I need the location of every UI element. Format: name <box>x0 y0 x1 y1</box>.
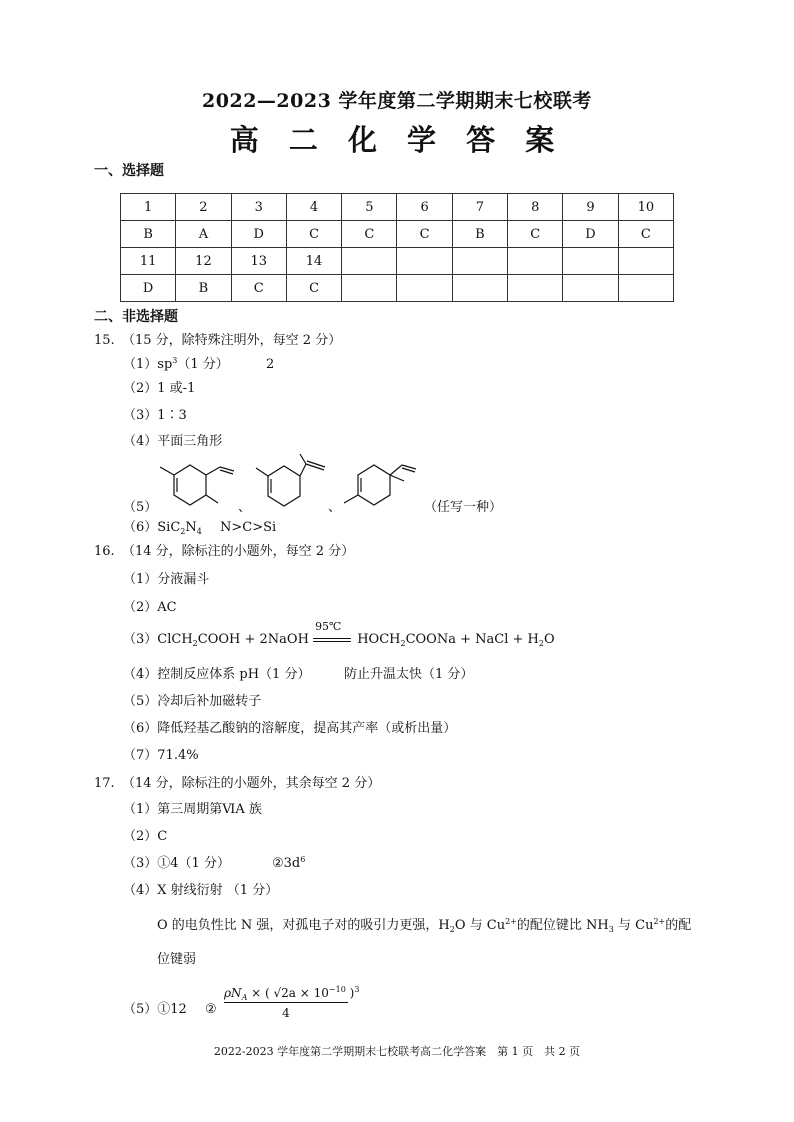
answer-cell <box>618 275 673 302</box>
q15-number: 15. <box>94 333 115 348</box>
question-number-cell: 2 <box>176 194 231 221</box>
page-footer: 2022-2023 学年度第二学期期末七校联考高二化学答案 第 1 页 共 2 页 <box>213 1045 581 1058</box>
molecule-structure-2 <box>250 452 334 516</box>
question-number-cell: 8 <box>508 194 563 221</box>
answer-table <box>120 193 674 302</box>
q17-explanation-line-1: O 的电负性比 N 强，对孤电子对的吸引力更强，$H_2O$ 与 $Cu^{2+}$的配位键比 $NH_3$ 与 $Cu^{2+}$的配 <box>157 917 692 934</box>
q17-number: 17. <box>94 776 115 791</box>
q16-answer-6: （6）降低羟基乙酸钠的溶解度，提高其产率（或析出量） <box>123 721 457 736</box>
answer-cell <box>452 275 507 302</box>
q15-answer-2: （2）1 或-1 <box>123 381 196 396</box>
answer-cell: C <box>342 221 397 248</box>
section-1-heading: 一、选择题 <box>94 163 164 179</box>
question-number-cell: 3 <box>231 194 286 221</box>
q17-answer-4: （4）X 射线衍射 （1 分） <box>123 883 279 898</box>
question-number-cell: 4 <box>286 194 341 221</box>
q15-answer-5-label: （5） <box>123 500 158 515</box>
answer-cell: C <box>508 221 563 248</box>
q16-answer-1: （1）分液漏斗 <box>123 572 210 587</box>
answer-cell: C <box>397 221 452 248</box>
answer-cell: D <box>231 221 286 248</box>
q17-answer-5b: ② <box>205 1002 217 1017</box>
answer-cell <box>397 275 452 302</box>
answer-cell: B <box>121 221 176 248</box>
answer-cell <box>508 275 563 302</box>
question-number-cell: 1 <box>121 194 176 221</box>
q17-answer-3: （3）①4（1 分） <box>123 856 230 871</box>
answer-cell <box>342 275 397 302</box>
q17-answer-3b: $②3d^6$ <box>272 855 306 871</box>
q16-answer-3: （3）ClCH$_2$COOH + 2NaOH 95℃ $HOCH_2COONa$ + NaCl + $H_2O$ <box>123 620 555 648</box>
answer-cell: D <box>563 221 618 248</box>
reaction-arrow <box>313 638 351 639</box>
table-row <box>121 248 674 275</box>
section-2-heading: 二、非选择题 <box>94 309 178 325</box>
q16-answer-7: （7）71.4% <box>123 748 199 763</box>
question-number-cell: 6 <box>397 194 452 221</box>
q17-answer-1: （1）第三周期第ⅥA 族 <box>123 802 262 817</box>
q15-answer-3: （3）1∶3 <box>123 408 187 423</box>
q15-header: （15 分，除特殊注明外，每空 2 分） <box>122 333 342 348</box>
answer-cell: D <box>121 275 176 302</box>
question-number-cell: 13 <box>231 248 286 275</box>
answer-cell: A <box>176 221 231 248</box>
document-subtitle: 高 二 化 学 答 案 <box>229 123 565 157</box>
molecule-structure-1 <box>154 457 240 517</box>
formula-numerator: $\rho N_A$ × ( $√2a \times 10^{-10}$ )$^3$ <box>224 985 360 1002</box>
answer-cell: C <box>231 275 286 302</box>
q16-answer-4b: 防止升温太快（1 分） <box>344 667 474 682</box>
question-number-cell: 9 <box>563 194 618 221</box>
reaction-condition: 95℃ <box>315 620 342 633</box>
question-number-cell <box>452 248 507 275</box>
q16-answer-4: （4）控制反应体系 pH（1 分） <box>123 667 311 682</box>
q17-answer-2: （2）C <box>123 829 168 844</box>
answer-cell: B <box>176 275 231 302</box>
density-formula <box>224 985 360 1020</box>
question-number-cell <box>563 248 618 275</box>
question-number-cell: 11 <box>121 248 176 275</box>
q15-answer-1b: 2 <box>266 357 275 372</box>
question-number-cell: 7 <box>452 194 507 221</box>
question-number-cell: 14 <box>286 248 341 275</box>
answer-cell: C <box>618 221 673 248</box>
document-title: 2022—2023 学年度第二学期期末七校联考 <box>202 90 592 112</box>
q16-number: 16. <box>94 544 115 559</box>
q16-answer-2: （2）AC <box>123 600 177 615</box>
question-number-cell <box>508 248 563 275</box>
q15-answer-5-sep1: 、 <box>238 500 252 515</box>
q15-answer-5-note: （任写一种） <box>424 500 503 515</box>
molecule-structure-3 <box>336 457 422 517</box>
table-row <box>121 194 674 221</box>
question-number-cell: 10 <box>618 194 673 221</box>
answer-cell: C <box>286 275 341 302</box>
question-number-cell: 12 <box>176 248 231 275</box>
q16-answer-5: （5）冷却后补加磁转子 <box>123 694 262 709</box>
q17-explanation-line-2: 位键弱 <box>157 952 197 967</box>
question-number-cell: 5 <box>342 194 397 221</box>
question-number-cell <box>342 248 397 275</box>
question-number-cell <box>618 248 673 275</box>
q15-answer-6: $(6)SiC_2N_4$ <box>123 520 202 536</box>
q17-answer-5: （5）①12 <box>123 1002 187 1017</box>
q16-header: （14 分，除标注的小题外，每空 2 分） <box>122 544 355 559</box>
answer-cell <box>563 275 618 302</box>
q15-answer-6b: N>C>Si <box>220 520 277 535</box>
question-number-cell <box>397 248 452 275</box>
q15-answer-4: （4）平面三角形 <box>123 434 223 449</box>
q15-answer-5-sep2: 、 <box>328 500 342 515</box>
formula-denominator: 4 <box>282 1006 290 1020</box>
table-row <box>121 275 674 302</box>
q15-answer-1: $(1)sp^3(1$ 分） <box>123 356 229 372</box>
answer-cell: C <box>286 221 341 248</box>
answer-cell: B <box>452 221 507 248</box>
q17-header: （14 分，除标注的小题外，其余每空 2 分） <box>122 776 381 791</box>
table-row <box>121 221 674 248</box>
